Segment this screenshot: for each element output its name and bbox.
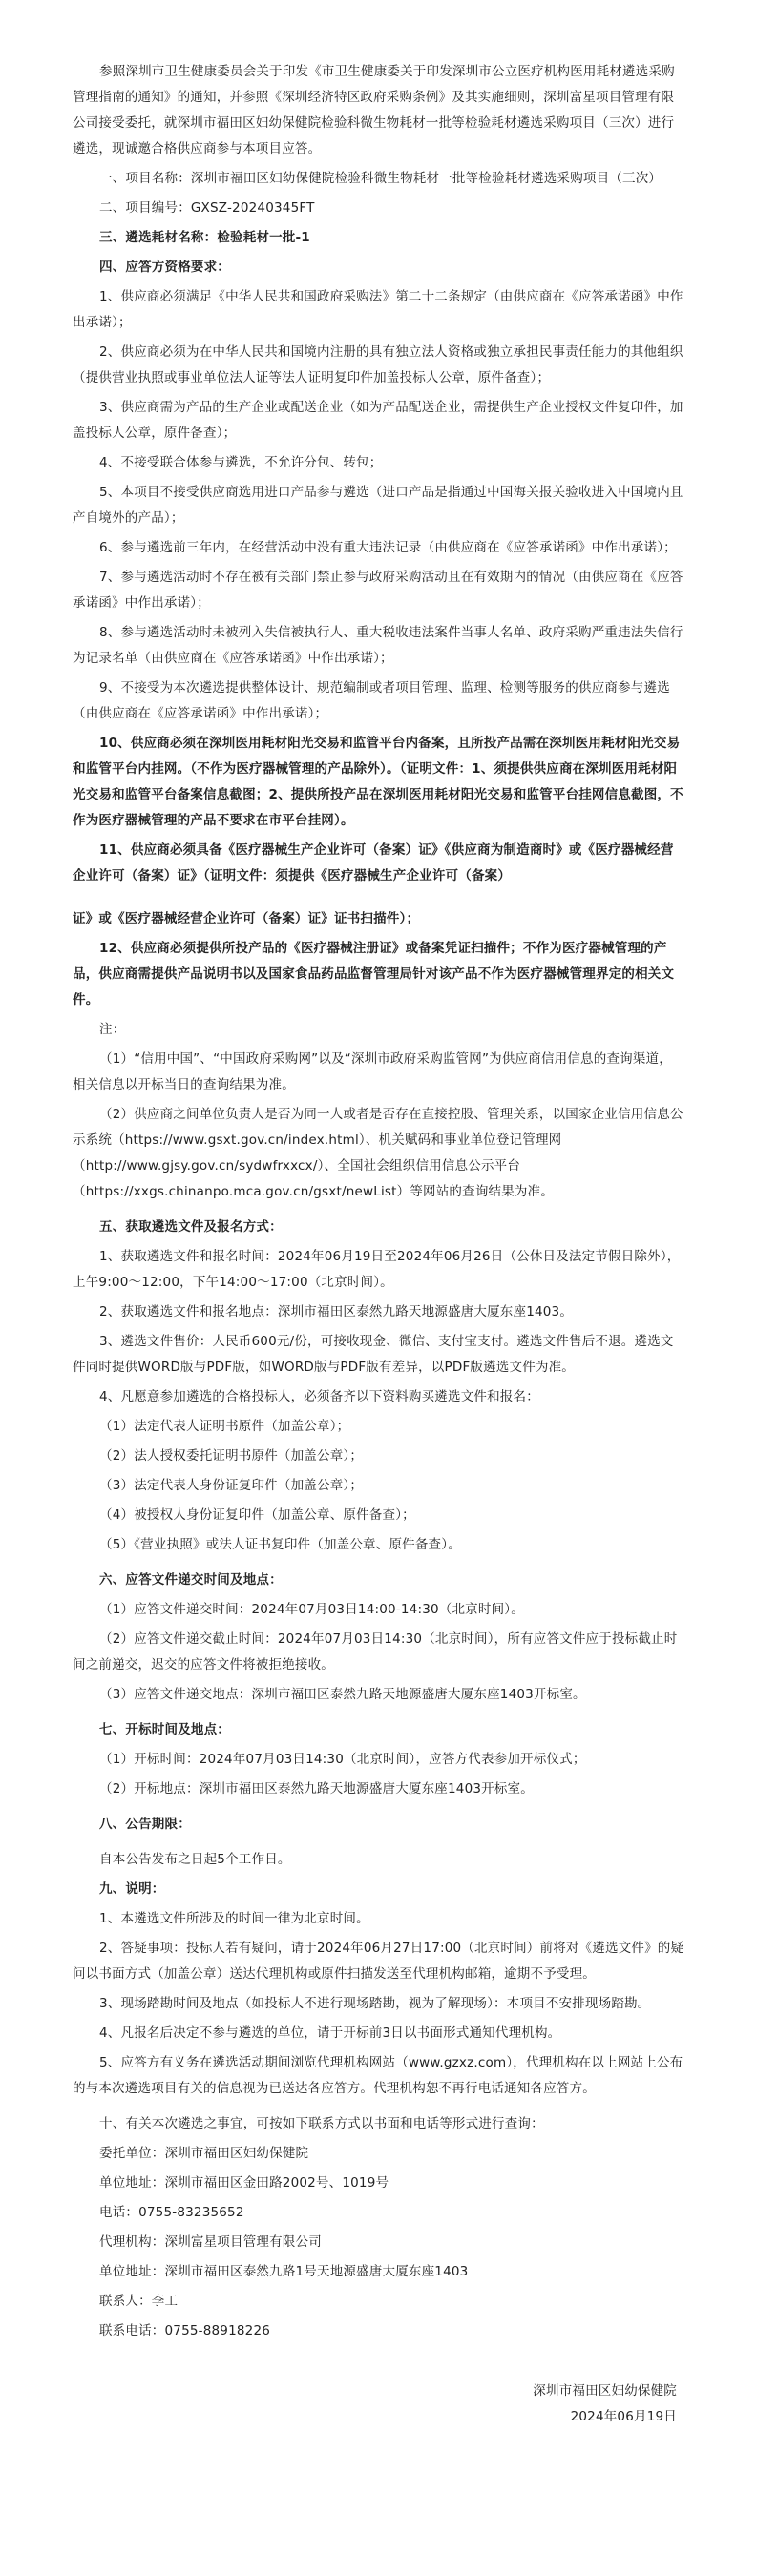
contact-line: 代理机构：深圳富星项目管理有限公司 <box>99 2234 322 2250</box>
contact-line: 委托单位：深圳市福田区妇幼保健院 <box>99 2146 309 2161</box>
qualification-item: 12、供应商必须提供所投产品的《医疗器械注册证》或备案凭证扫描件；不作为医疗器械管理的产品，供应商需提供产品说明书以及国家食品药品监督管理局针对该产品不作为医疗器械管理界定的相关文件。 <box>73 941 675 1008</box>
submission-item: （2）应答文件递交截止时间：2024年07月03日14:30（北京时间），所有应答文件应于投标截止时间之前递交，迟交的应答文件将被拒绝接收。 <box>73 1631 678 1672</box>
opening-item: （2）开标地点：深圳市福田区泰然九路天地源盛唐大厦东座1403开标室。 <box>99 1781 534 1797</box>
contact-line: 单位地址：深圳市福田区金田路2002号、1019号 <box>99 2175 389 2191</box>
opening-item: （1）开标时间：2024年07月03日14:30（北京时间），应答方代表参加开标仪式； <box>99 1752 586 1767</box>
opening-heading: 七、开标时间及地点： <box>99 1722 230 1737</box>
qualification-item: 6、参与遴选前三年内，在经营活动中没有重大违法记录（由供应商在《应答承诺函》中作出承诺）； <box>99 540 677 555</box>
remarks-item: 5、应答方有义务在遴选活动期间浏览代理机构网站（www.gzxz.com），代理机构在以上网站上公布的与本次遴选项目有关的信息视为已送达各应答方。代理机构恕不再行电话通知各应答方。 <box>73 2055 683 2096</box>
submission-item: （3）应答文件递交地点：深圳市福田区泰然九路天地源盛唐大厦东座1403开标室。 <box>99 1687 586 1702</box>
remarks-item: 4、凡报名后决定不参与遴选的单位，请于开标前3日以书面形式通知代理机构。 <box>99 2025 561 2041</box>
submission-item: （1）应答文件递交时间：2024年07月03日14:00-14:30（北京时间）。 <box>99 1602 524 1617</box>
required-material: （2）法人授权委托证明书原件（加盖公章）； <box>99 1448 364 1464</box>
contact-line: 单位地址：深圳市福田区泰然九路1号天地源盛唐大厦东座1403 <box>99 2264 469 2279</box>
notice-period-text: 自本公告发布之日起5个工作日。 <box>99 1852 291 1867</box>
qualification-item: 1、供应商必须满足《中华人民共和国政府采购法》第二十二条规定（由供应商在《应答承诺函》中作出承诺）； <box>73 289 683 330</box>
intro-paragraph: 参照深圳市卫生健康委员会关于印发《市卫生健康委关于印发深圳市公立医疗机构医用耗材遴选采购管理指南的通知》的通知，并参照《深圳经济特区政府采购条例》及其实施细则，深圳富星项目管理有限公司接受委托，就深圳市福田区妇幼保健院检验科微生物耗材一批等检验耗材遴选采购项目（三次）进行遴选，现诚邀合格供应商参与本项目应答。 <box>73 64 675 156</box>
qualification-item: 7、参与遴选活动时不存在被有关部门禁止参与政府采购活动且在有效期内的情况（由供应商在《应答承诺函》中作出承诺）； <box>73 570 683 611</box>
note-label: 注： <box>99 1022 126 1037</box>
required-material: （1）法定代表人证明书原件（加盖公章）； <box>99 1419 350 1434</box>
contact-heading: 十、有关本次遴选之事宜，可按如下联系方式以书面和电话等形式进行查询： <box>99 2116 544 2131</box>
qualification-item: 11、供应商必须具备《医疗器械生产企业许可（备案）证》《供应商为制造商时》或《医疗器械经营企业许可（备案）证》（证明文件：须提供《医疗器械生产企业许可（备案） <box>73 842 674 883</box>
note-item: （1）“信用中国”、“中国政府采购网”以及“深圳市政府采购监管网”为供应商信用信息的查询渠道，相关信息以开标当日的查询结果为准。 <box>73 1051 672 1092</box>
note-item: （2）供应商之间单位负责人是否为同一人或者是否存在直接控股、管理关系，以国家企业信用信息公示系统（https://www.gsxt.gov.cn/index.html）、机关赋码和事业单位登记管理网（http://www.gjsy.gov.cn/sydwfrxxcx/）、全国社会组织信用信息公示平台（https://xxgs.chinanpo.mca.gov.cn/gsxt/newList）等网站的查询结果为准。 <box>73 1107 683 1199</box>
project-number: 二、项目编号：GXSZ-20240345FT <box>99 200 315 216</box>
obtain-docs-heading: 五、获取遴选文件及报名方式： <box>99 1219 283 1235</box>
qualification-item: 5、本项目不接受供应商选用进口产品参与遴选（进口产品是指通过中国海关报关验收进入中国境内且产自境外的产品）； <box>73 485 683 526</box>
remarks-item: 3、现场踏勘时间及地点（如投标人不进行现场踏勘，视为了解现场）：本项目不安排现场踏勘。 <box>99 1996 651 2011</box>
qualification-item: 8、参与遴选活动时未被列入失信被执行人、重大税收违法案件当事人名单、政府采购严重违法失信行为记录名单（由供应商在《应答承诺函》中作出承诺）； <box>73 625 683 666</box>
obtain-docs-item: 4、凡愿意参加遴选的合格投标人，必须备齐以下资料购买遴选文件和报名： <box>99 1389 539 1404</box>
remarks-item: 1、本遴选文件所涉及的时间一律为北京时间。 <box>99 1911 369 1926</box>
required-material: （4）被授权人身份证复印件（加盖公章、原件备查）； <box>99 1507 415 1523</box>
signature-date: 2024年06月19日 <box>570 2409 677 2424</box>
contact-line: 联系电话：0755-88918226 <box>99 2323 271 2338</box>
consumable-name: 三、遴选耗材名称：检验耗材一批-1 <box>99 230 310 245</box>
qualification-item: 9、不接受为本次遴选提供整体设计、规范编制或者项目管理、监理、检测等服务的供应商参与遴选（由供应商在《应答承诺函》中作出承诺）； <box>73 680 670 721</box>
project-name: 一、项目名称：深圳市福田区妇幼保健院检验科微生物耗材一批等检验耗材遴选采购项目（三次） <box>99 171 662 186</box>
notice-period-heading: 八、公告期限： <box>99 1817 191 1832</box>
contact-line: 联系人：李工 <box>99 2294 179 2309</box>
obtain-docs-item: 1、获取遴选文件和报名时间：2024年06月19日至2024年06月26日（公休日及法定节假日除外），上午9:00～12:00，下午14:00～17:00（北京时间）。 <box>73 1249 681 1290</box>
qualification-item: 3、供应商需为产品的生产企业或配送企业（如为产品配送企业，需提供生产企业授权文件复印件，加盖投标人公章，原件备查）； <box>73 400 683 441</box>
qualification-item: 2、供应商必须为在中华人民共和国境内注册的具有独立法人资格或独立承担民事责任能力的其他组织（提供营业执照或事业单位法人证等法人证明复印件加盖投标人公章，原件备查）； <box>73 344 683 385</box>
qualification-item: 4、不接受联合体参与遴选，不允许分包、转包； <box>99 455 383 470</box>
qualification-heading: 四、应答方资格要求： <box>99 260 230 275</box>
remarks-item: 2、答疑事项：投标人若有疑问，请于2024年06月27日17:00（北京时间）前将对《遴选文件》的疑问以书面方式（加盖公章）送达代理机构或原件扫描发送至代理机构邮箱，逾期不予受理。 <box>73 1941 684 1982</box>
remarks-heading: 九、说明： <box>99 1881 165 1897</box>
obtain-docs-item: 3、遴选文件售价：人民币600元/份，可接收现金、微信、支付宝支付。遴选文件售后不退。遴选文件同时提供WORD版与PDF版，如WORD版与PDF版有差异，以PDF版遴选文件为准。 <box>73 1334 674 1375</box>
signature-org: 深圳市福田区妇幼保健院 <box>533 2383 677 2399</box>
qualification-item-continued: 证》或《医疗器械经营企业许可（备案）证》证书扫描件）； <box>73 911 420 926</box>
obtain-docs-item: 2、获取遴选文件和报名地点：深圳市福田区泰然九路天地源盛唐大厦东座1403。 <box>99 1304 574 1319</box>
required-material: （3）法定代表人身份证复印件（加盖公章）； <box>99 1478 364 1493</box>
required-material: （5）《营业执照》或法人证书复印件（加盖公章、原件备查）。 <box>99 1537 461 1552</box>
qualification-item: 10、供应商必须在深圳医用耗材阳光交易和监管平台内备案，且所投产品需在深圳医用耗材阳光交易和监管平台内挂网。（不作为医疗器械管理的产品除外）。（证明文件：1、须提供供应商在深圳医用耗材阳光交易和监管平台备案信息截图；2、提供所投产品在深圳医用耗材阳光交易和监管平台挂网信息截图，不作为医疗器械管理的产品不要求在市平台挂网）。 <box>73 736 683 828</box>
contact-line: 电话：0755-83235652 <box>99 2205 244 2220</box>
submission-heading: 六、应答文件递交时间及地点： <box>99 1572 283 1588</box>
